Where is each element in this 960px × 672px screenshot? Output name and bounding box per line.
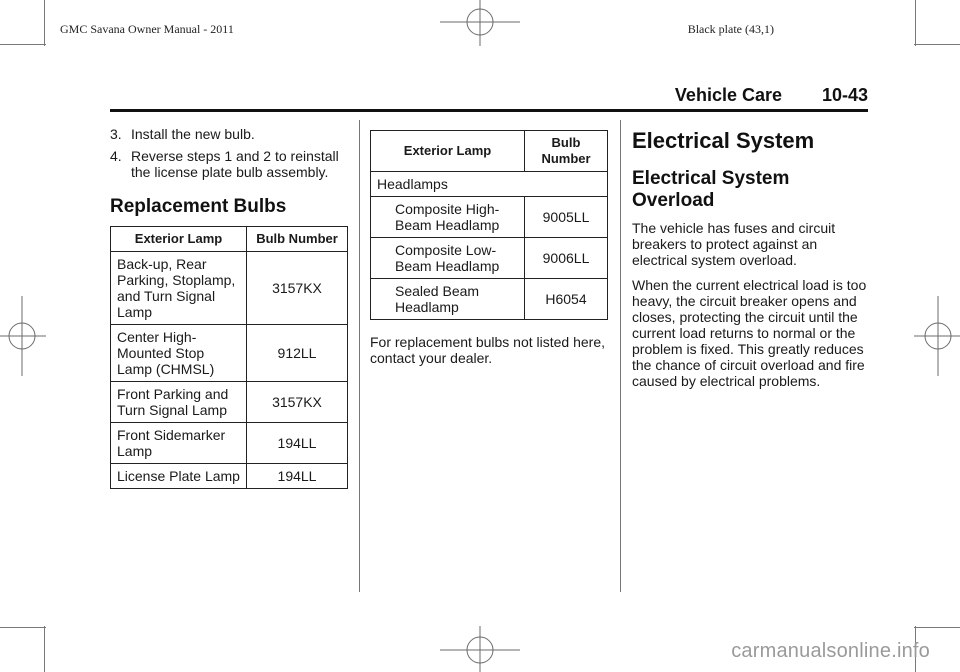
crop-mark-bottom-left-horizontal (0, 627, 46, 628)
step-number: 3. (110, 126, 122, 142)
crop-mark-bottom-right-horizontal (914, 627, 960, 628)
step-item (110, 148, 350, 180)
step-text: Install the new bulb. (131, 126, 255, 142)
bulb-number-cell: 3157KX (247, 252, 348, 325)
lamp-cell: Sealed Beam Headlamp (371, 279, 525, 320)
registration-mark-left-icon (0, 296, 46, 376)
paragraph: When the current electrical load is too heavy, the circuit breaker opens and closes, protecting the circuit until the current load returns to normal or the problem is fixed. This greatly reduces the chance of circuit overload and fire caused by electrical problems. (632, 277, 867, 389)
registration-mark-bottom-icon (440, 626, 520, 672)
lamp-cell: Composite High-Beam Headlamp (371, 197, 525, 238)
bulb-number-cell: 9005LL (525, 197, 608, 238)
table-row (371, 238, 608, 279)
running-head (110, 85, 868, 112)
column-1 (110, 126, 350, 489)
replacement-bulbs-table (110, 226, 348, 489)
lamp-cell: Center High-Mounted Stop Lamp (CHMSL) (111, 325, 247, 382)
table-row (371, 197, 608, 238)
paragraph: The vehicle has fuses and circuit breakers to protect against an electrical system overload. (632, 220, 836, 268)
crop-mark-top-left-vertical (44, 0, 45, 46)
crop-mark-bottom-left-vertical (44, 626, 45, 672)
table-group-row (371, 172, 608, 197)
column-header-lamp: Exterior Lamp (371, 131, 525, 172)
table-row (111, 423, 348, 464)
bulb-number-cell: 9006LL (525, 238, 608, 279)
registration-mark-top-icon (440, 0, 520, 46)
lamp-cell: Composite Low-Beam Headlamp (371, 238, 525, 279)
watermark-link[interactable]: carmanualsonline.info (731, 640, 930, 662)
crop-mark-top-right-horizontal (914, 44, 960, 45)
column-3 (632, 126, 872, 398)
column-2 (370, 130, 610, 375)
table-header-row (371, 131, 608, 172)
section-title: Vehicle Care (674, 85, 782, 105)
bulb-number-cell: 194LL (247, 464, 348, 489)
table-row (111, 325, 348, 382)
bulb-number-cell: H6054 (525, 279, 608, 320)
headlamp-bulbs-table (370, 130, 608, 320)
crop-mark-top-left-horizontal (0, 44, 46, 45)
slug-left: GMC Savana Owner Manual - 2011 (60, 22, 234, 36)
registration-mark-right-icon (914, 296, 960, 376)
step-text: Reverse steps 1 and 2 to reinstall the license plate bulb assembly. (131, 148, 339, 180)
headlamps-group-label: Headlamps (371, 172, 608, 197)
column-divider-1 (359, 120, 360, 592)
step-item (110, 126, 350, 142)
page-number: 10-43 (821, 85, 868, 105)
lamp-cell: Back-up, Rear Parking, Stoplamp, and Turn Signal Lamp (111, 252, 247, 325)
table-row (111, 464, 348, 489)
bulb-number-cell: 194LL (247, 423, 348, 464)
bulb-number-cell: 912LL (247, 325, 348, 382)
lamp-cell: Front Parking and Turn Signal Lamp (111, 382, 247, 423)
lamp-cell: Front Sidemarker Lamp (111, 423, 247, 464)
table-row (371, 279, 608, 320)
crop-mark-top-right-vertical (915, 0, 916, 46)
electrical-system-title: Electrical System (632, 128, 815, 153)
dealer-note: For replacement bulbs not listed here, contact your dealer. (370, 334, 606, 366)
step-number: 4. (110, 148, 122, 164)
column-divider-2 (620, 120, 621, 592)
table-row (111, 382, 348, 423)
table-row (111, 252, 348, 325)
column-header-lamp: Exterior Lamp (111, 227, 247, 252)
slug-right: Black plate (43,1) (687, 22, 774, 36)
replacement-bulbs-heading: Replacement Bulbs (110, 196, 287, 217)
column-header-bulb: Bulb Number (247, 227, 348, 252)
overload-subtitle: Electrical System Overload (632, 168, 790, 211)
table-header-row (111, 227, 348, 252)
lamp-cell: License Plate Lamp (111, 464, 247, 489)
bulb-number-cell: 3157KX (247, 382, 348, 423)
column-header-bulb: Bulb Number (525, 131, 608, 172)
